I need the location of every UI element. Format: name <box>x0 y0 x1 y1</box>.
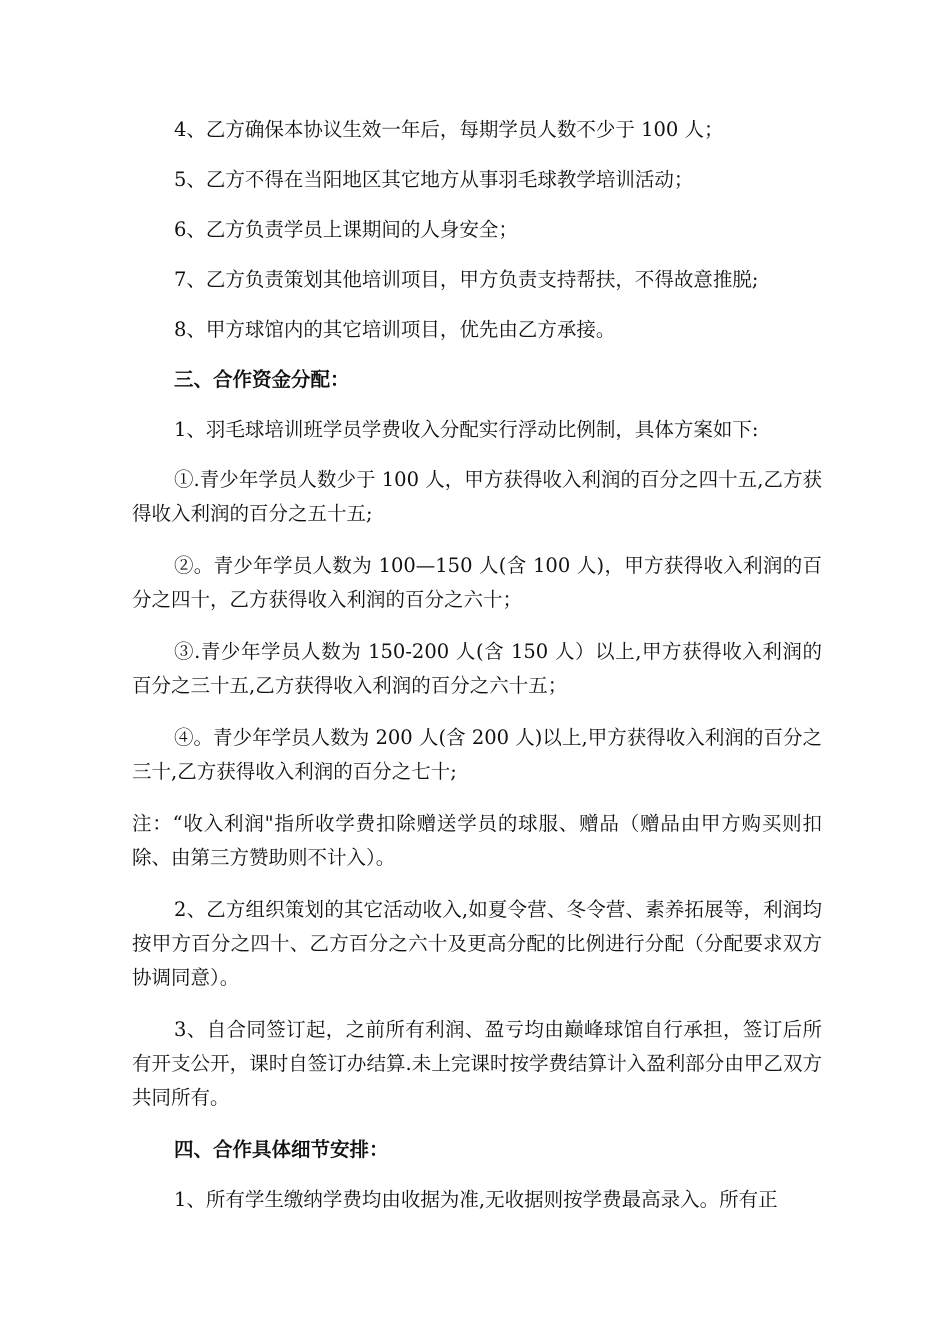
section-4-item-1: 1、所有学生缴纳学费均由收据为准,无收据则按学费最高录入。所有正 <box>174 1188 778 1211</box>
clause-5: 5、乙方不得在当阳地区其它地方从事羽毛球教学培训活动； <box>174 168 694 191</box>
tier-4: ④。青少年学员人数为 200 人(含 200 人)以上,甲方获得收入利润的百分之三十,乙方获得收入利润的百分之七十; <box>132 726 822 783</box>
section-3-item-2: 2、乙方组织策划的其它活动收入,如夏令营、冬令营、素养拓展等，利润均按甲方百分之四十、乙方百分之六十及更高分配的比例进行分配（分配要求双方协调同意）。 <box>132 898 822 989</box>
tier-3: ③.青少年学员人数为 150-200 人(含 150 人）以上,甲方获得收入利润的百分之三十五,乙方获得收入利润的百分之六十五； <box>132 640 822 697</box>
clause-6: 6、乙方负责学员上课期间的人身安全； <box>174 218 518 241</box>
section-3-item-1: 1、羽毛球培训班学员学费收入分配实行浮动比例制，具体方案如下: <box>174 418 759 441</box>
section-4-heading: 四、合作具体细节安排： <box>174 1138 389 1161</box>
section-3-item-3: 3、自合同签订起，之前所有利润、盈亏均由巅峰球馆自行承担，签订后所有开支公开，课时自签订办结算.未上完课时按学费结算计入盈利部分由甲乙双方共同所有。 <box>132 1018 822 1109</box>
clause-8: 8、甲方球馆内的其它培训项目，优先由乙方承接。 <box>174 318 616 341</box>
tier-2: ②。青少年学员人数为 100—150 人(含 100 人)，甲方获得收入利润的百分之四十，乙方获得收入利润的百分之六十； <box>132 554 822 611</box>
clause-4: 4、乙方确保本协议生效一年后，每期学员人数不少于 100 人； <box>174 118 724 141</box>
document-page <box>132 113 822 1217</box>
note: 注：“收入利润"指所收学费扣除赠送学员的球服、赠品（赠品由甲方购买则扣除、由第三方赞助则不计入）。 <box>132 812 822 869</box>
section-3-heading: 三、合作资金分配： <box>174 368 350 391</box>
clause-7: 7、乙方负责策划其他培训项目，甲方负责支持帮扶，不得故意推脱; <box>174 268 759 291</box>
tier-1: ①.青少年学员人数少于 100 人，甲方获得收入利润的百分之四十五,乙方获得收入利润的百分之五十五; <box>132 468 822 525</box>
